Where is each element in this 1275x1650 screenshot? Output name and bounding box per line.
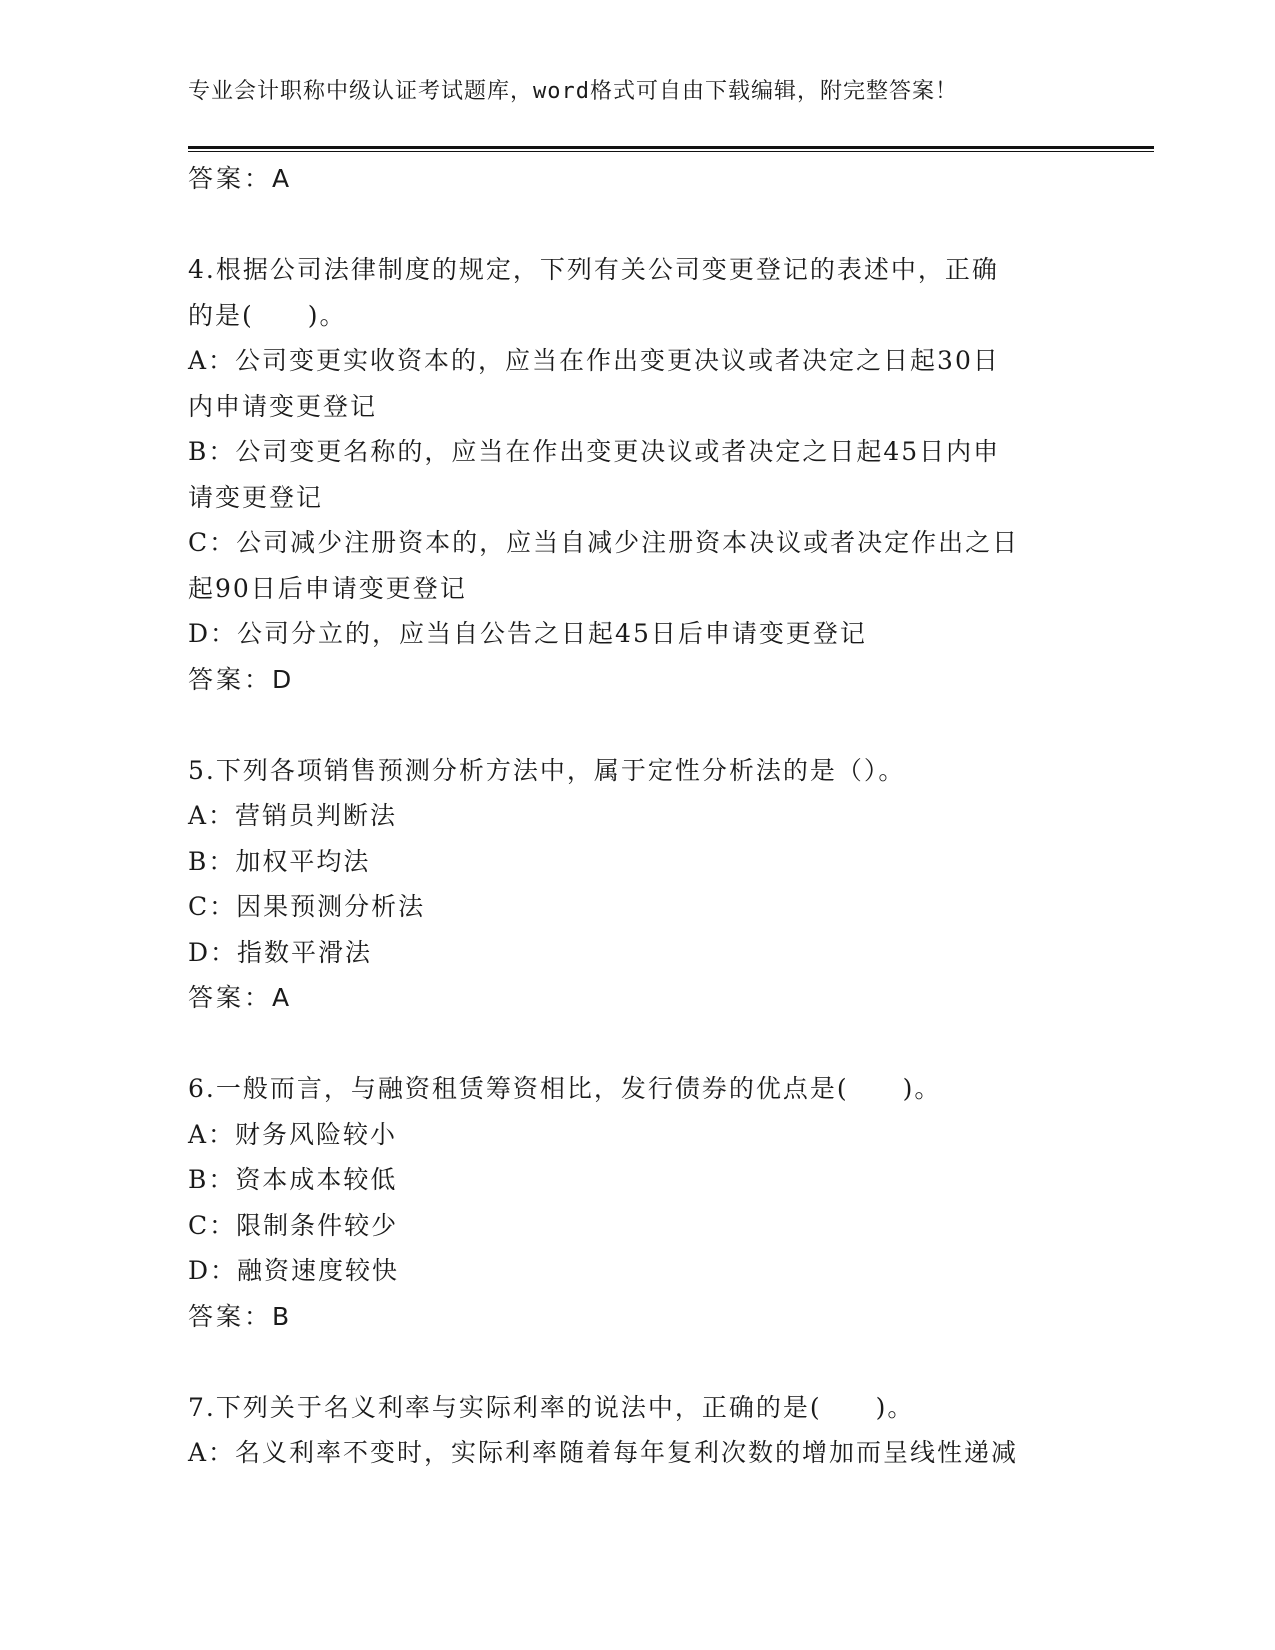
- answer-line: 答案：A: [188, 983, 293, 1012]
- question-text: 7.下列关于名义利率与实际利率的说法中，正确的是( )。: [188, 1392, 915, 1422]
- option-d: D：融资速度较快: [188, 1256, 400, 1285]
- option-a-cont: 内申请变更登记: [188, 391, 378, 421]
- header-rule-thin: [188, 151, 1154, 152]
- header-rule-thick: [188, 146, 1154, 149]
- option-a: A：财务风险较小: [188, 1119, 398, 1149]
- option-a: A：营销员判断法: [188, 801, 398, 830]
- answer-line: 答案：D: [188, 664, 295, 694]
- option-b: B：加权平均法: [188, 846, 371, 876]
- answer-line: 答案：A: [188, 164, 293, 193]
- option-c: C：公司减少注册资本的，应当自减少注册资本决议或者决定作出之日: [188, 528, 1020, 557]
- question-text: 6.一般而言，与融资租赁筹资相比，发行债券的优点是( )。: [188, 1074, 942, 1103]
- option-c: C：限制条件较少: [188, 1210, 399, 1240]
- question-block: [188, 1066, 1088, 1339]
- question-content: [188, 156, 1088, 1476]
- option-d: D：指数平滑法: [188, 937, 373, 967]
- question-text: 5.下列各项销售预测分析方法中，属于定性分析法的是（）。: [188, 755, 906, 785]
- page-header: 专业会计职称中级认证考试题库，word格式可自由下载编辑，附完整答案！: [188, 79, 958, 104]
- option-c-cont: 起90日后申请变更登记: [188, 573, 467, 603]
- option-c: C：因果预测分析法: [188, 892, 426, 921]
- option-b: B：资本成本较低: [188, 1165, 398, 1194]
- question-block: [188, 748, 1088, 1021]
- spacer: [188, 1339, 1088, 1385]
- option-a: A：公司变更实收资本的，应当在作出变更决议或者决定之日起30日: [188, 346, 1000, 375]
- option-b: B：公司变更名称的，应当在作出变更决议或者决定之日起45日内申: [188, 437, 1001, 466]
- answer-line: 答案：B: [188, 1301, 293, 1331]
- option-a: A：名义利率不变时，实际利率随着每年复利次数的增加而呈线性递减: [188, 1438, 1019, 1467]
- spacer: [188, 702, 1088, 748]
- question-text: 的是( )。: [188, 300, 347, 330]
- option-d: D：公司分立的，应当自公告之日起45日后申请变更登记: [188, 619, 867, 648]
- spacer: [188, 1021, 1088, 1067]
- option-b-cont: 请变更登记: [188, 482, 324, 512]
- spacer: [188, 202, 1088, 248]
- question-block: [188, 247, 1088, 702]
- question-text: 4.根据公司法律制度的规定，下列有关公司变更登记的表述中，正确: [188, 255, 999, 284]
- question-block: [188, 1385, 1088, 1476]
